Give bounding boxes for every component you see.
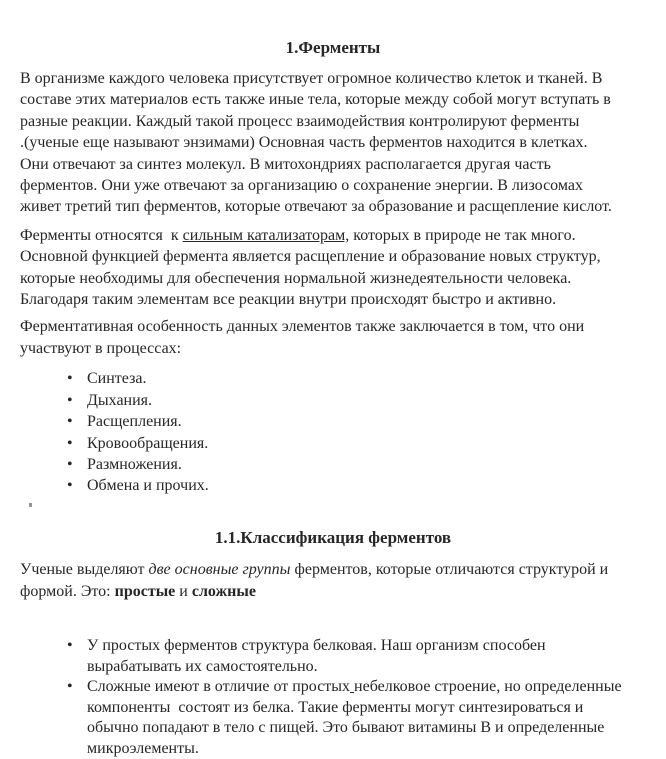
text-segment: небелковое строение, но определенные bbox=[354, 678, 622, 696]
text-line: • У простых ферментов структура белковая. Наш организм способен bbox=[87, 636, 546, 654]
text-line: участвуют в процессах: bbox=[20, 339, 182, 357]
text-segment: Сложные имеют в отличие от простых bbox=[87, 678, 351, 696]
section-heading: 1.1.Классификация ферментов bbox=[214, 528, 452, 548]
text-segment: Ферменты относятся к bbox=[20, 226, 183, 244]
paragraph-intro bbox=[20, 68, 646, 218]
text-line: Благодаря таким элементам все реакции внутри происходят быстро и активно. bbox=[20, 291, 557, 309]
bullet-item: • Синтеза. bbox=[67, 368, 646, 389]
bold-term-simple: простые bbox=[114, 582, 176, 600]
text-line: Основной функцией фермента является расщепление и образование новых структур, bbox=[20, 248, 601, 266]
text-line: обычно попадают в тело с пищей. Это бывают витамины В и определенные bbox=[87, 719, 605, 737]
text-line bbox=[20, 559, 646, 580]
text-line bbox=[20, 581, 646, 602]
doc-title: 1.Ферменты bbox=[285, 38, 381, 57]
paragraph-classification bbox=[20, 559, 646, 602]
text-line: которые необходимы для обеспечения нормальной жизнедеятельности человека. bbox=[20, 269, 572, 287]
text-segment: и bbox=[175, 582, 192, 600]
text-line bbox=[87, 677, 646, 698]
text-segment: которых в природе не так много. bbox=[349, 226, 576, 244]
bullet-item: • Размножения. bbox=[67, 454, 646, 475]
text-segment: ферментов, которые отличаются структурой и bbox=[290, 561, 609, 579]
bullet-item: • Кровообращения. bbox=[67, 433, 646, 454]
text-line: ферментов. Они уже отвечают за организацию о сохранение энергии. В лизосомах bbox=[20, 177, 583, 195]
stray-mark-line bbox=[20, 503, 646, 524]
text-line: вырабатывать их самостоятельно. bbox=[87, 657, 318, 675]
bold-term-complex: сложные bbox=[191, 582, 256, 600]
bullet-item bbox=[67, 677, 646, 759]
bullet-item: • Дыхания. bbox=[67, 390, 646, 411]
stray-period-artifact bbox=[29, 503, 32, 507]
paragraph-processes-intro bbox=[20, 316, 646, 359]
text-line: компоненты состоят из белка. Такие ферменты могут синтезироваться и bbox=[87, 698, 584, 716]
text-line: .(ученые еще называют энзимами) Основная часть ферментов находится в клетках. bbox=[20, 134, 588, 152]
paragraph-catalysts bbox=[20, 225, 646, 311]
text-line: разные реакции. Каждый такой процесс взаимодействия контролируют ферменты bbox=[20, 112, 580, 130]
text-segment: формой. Это: bbox=[20, 582, 115, 600]
bullet-item bbox=[67, 636, 646, 677]
text-line: микроэлементы. bbox=[87, 739, 199, 757]
italic-phrase: две основные группы bbox=[148, 561, 291, 579]
bullet-item: • Расщепления. bbox=[67, 411, 646, 432]
text-line: живет третий тип ферментов, которые отвечают за образование и расщепление кислот. bbox=[20, 198, 612, 216]
underlined-phrase: сильным катализаторам, bbox=[182, 226, 350, 244]
bullet-list-processes bbox=[20, 368, 646, 496]
text-line: Они отвечают за синтез молекул. В митохондриях располагается другая часть bbox=[20, 155, 551, 173]
text-line bbox=[20, 225, 646, 246]
bullet-list-groups bbox=[20, 636, 646, 759]
text-segment: Ученые выделяют bbox=[20, 561, 149, 579]
bullet-item: • Обмена и прочих. bbox=[67, 475, 646, 496]
text-line: Ферментативная особенность данных элементов также заключается в том, что они bbox=[20, 318, 585, 336]
text-line: В организме каждого человека присутствует огромное количество клеток и тканей. В bbox=[20, 70, 603, 87]
text-line: составе этих материалов есть также иные тела, которые между собой могут вступать в bbox=[20, 91, 611, 109]
